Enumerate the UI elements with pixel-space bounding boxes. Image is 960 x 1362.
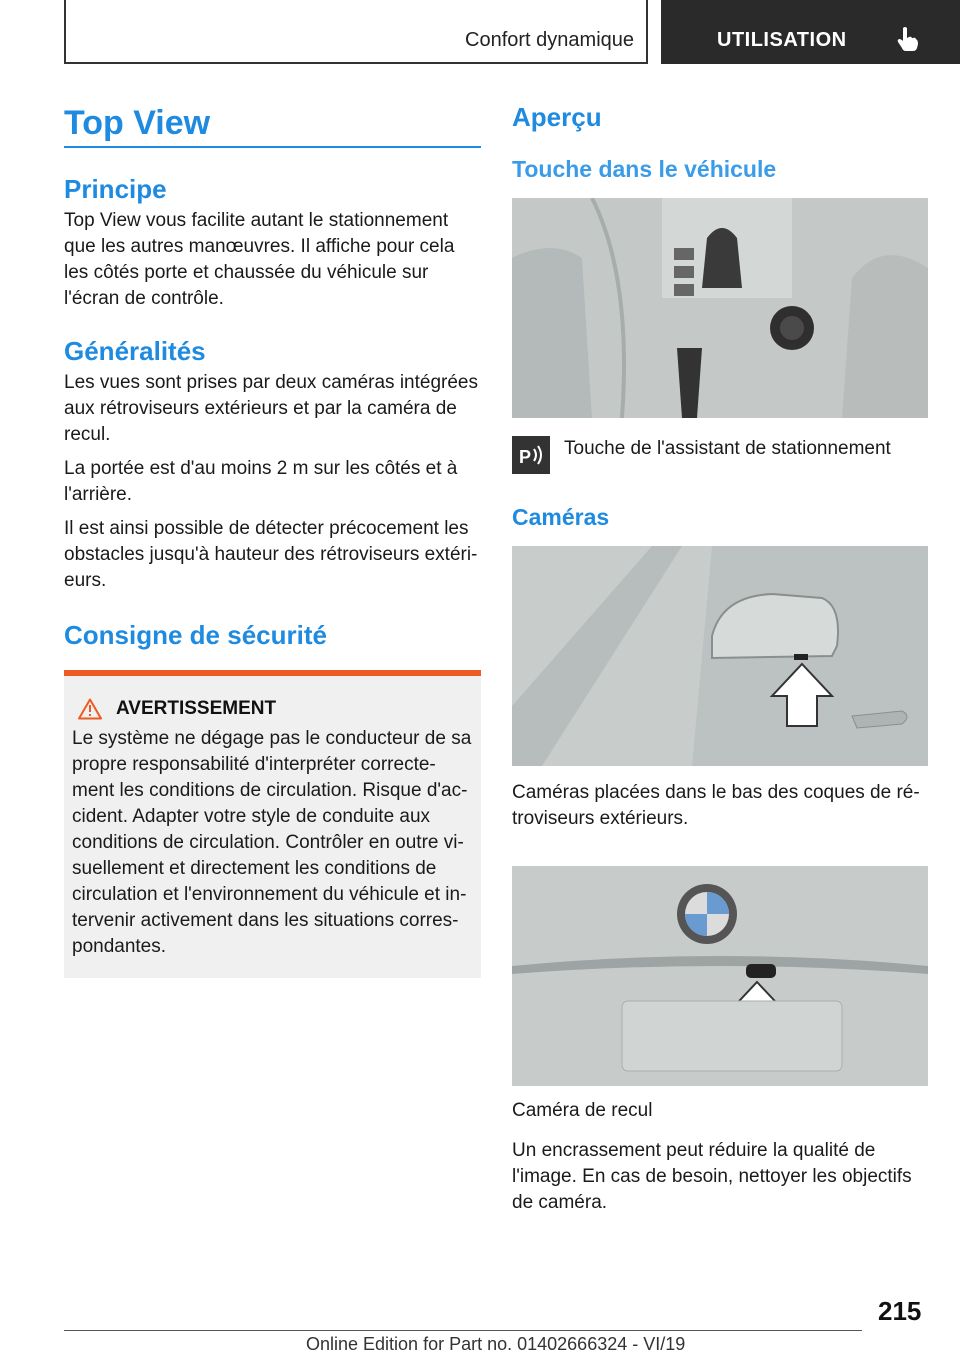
- header-section-title: Confort dynamique: [465, 29, 634, 51]
- rear-camera-text: Un encrassement peut réduire la qualité de l'image. En cas de besoin, nettoyer les objectifs de caméra.: [512, 1140, 912, 1213]
- title-rule: [64, 146, 481, 148]
- heading-touche: Touche dans le véhicule: [512, 156, 777, 182]
- heading-principe: Principe: [64, 174, 167, 204]
- warning-text: Le système ne dégage pas le conducteur de sa propre responsabilité d'interpréter correcte‐ment les conditions de circulation. Risque d'ac‐cident. Adapter votre style de conduite aux conditions de circulation. Contrôler en outre vi‐suellement et directement les conditions de circulation et l'environnement du véhicule et in‐tervenir activement dans les situations corres‐pondantes.: [72, 728, 472, 957]
- warning-triangle-icon: [78, 698, 102, 720]
- generalites-paragraph-2: La portée est d'au moins 2 m sur les côtés et à l'arrière.: [64, 458, 458, 505]
- touche-caption-row: [512, 436, 928, 474]
- warning-title: AVERTISSEMENT: [116, 698, 277, 719]
- page-title: Top View: [64, 104, 211, 142]
- generalites-paragraph-1: Les vues sont prises par deux caméras intégrées aux rétroviseurs extérieurs et par la caméra de recul.: [64, 372, 478, 445]
- right-column: [512, 100, 928, 1216]
- heading-cameras: Caméras: [512, 504, 610, 530]
- page-number: 215: [878, 1296, 922, 1326]
- hand-pointer-icon: [897, 26, 919, 52]
- touche-caption: Touche de l'assistant de stationnement: [564, 438, 891, 459]
- footer-rule: [64, 1330, 862, 1331]
- header-section-tab: [64, 0, 648, 64]
- footer-edition: Online Edition for Part no. 01402666324 - VI/19: [306, 1334, 686, 1354]
- parking-assistant-button-icon: [512, 436, 550, 474]
- generalites-paragraph-3: Il est ainsi possible de détecter précocement les obstacles jusqu'à hauteur des rétroviseurs extéri‐eurs.: [64, 518, 478, 591]
- cameras-caption: Caméras placées dans le bas des coques de ré‐troviseurs extérieurs.: [512, 782, 920, 829]
- heading-apercu: Aperçu: [512, 102, 602, 132]
- console-image: [512, 198, 928, 418]
- rear-camera-caption: Caméra de recul: [512, 1100, 653, 1121]
- svg-text:P: P: [519, 447, 532, 467]
- header-chapter-title: UTILISATION: [717, 29, 847, 51]
- left-column: [64, 100, 481, 978]
- principe-text: Top View vous facilite autant le stationnement que les autres manœuvres. Il affiche pour cela les côtés porte et chaussée du véhicule sur l'écran de contrôle.: [64, 210, 455, 309]
- rear-camera-image: [512, 866, 928, 1086]
- header-chapter-tab: [661, 0, 960, 64]
- warning-box: [64, 670, 481, 978]
- heading-generalites: Généralités: [64, 336, 206, 366]
- mirror-camera-image: [512, 546, 928, 766]
- heading-securite: Consigne de sécurité: [64, 620, 327, 650]
- warning-header: [78, 698, 473, 720]
